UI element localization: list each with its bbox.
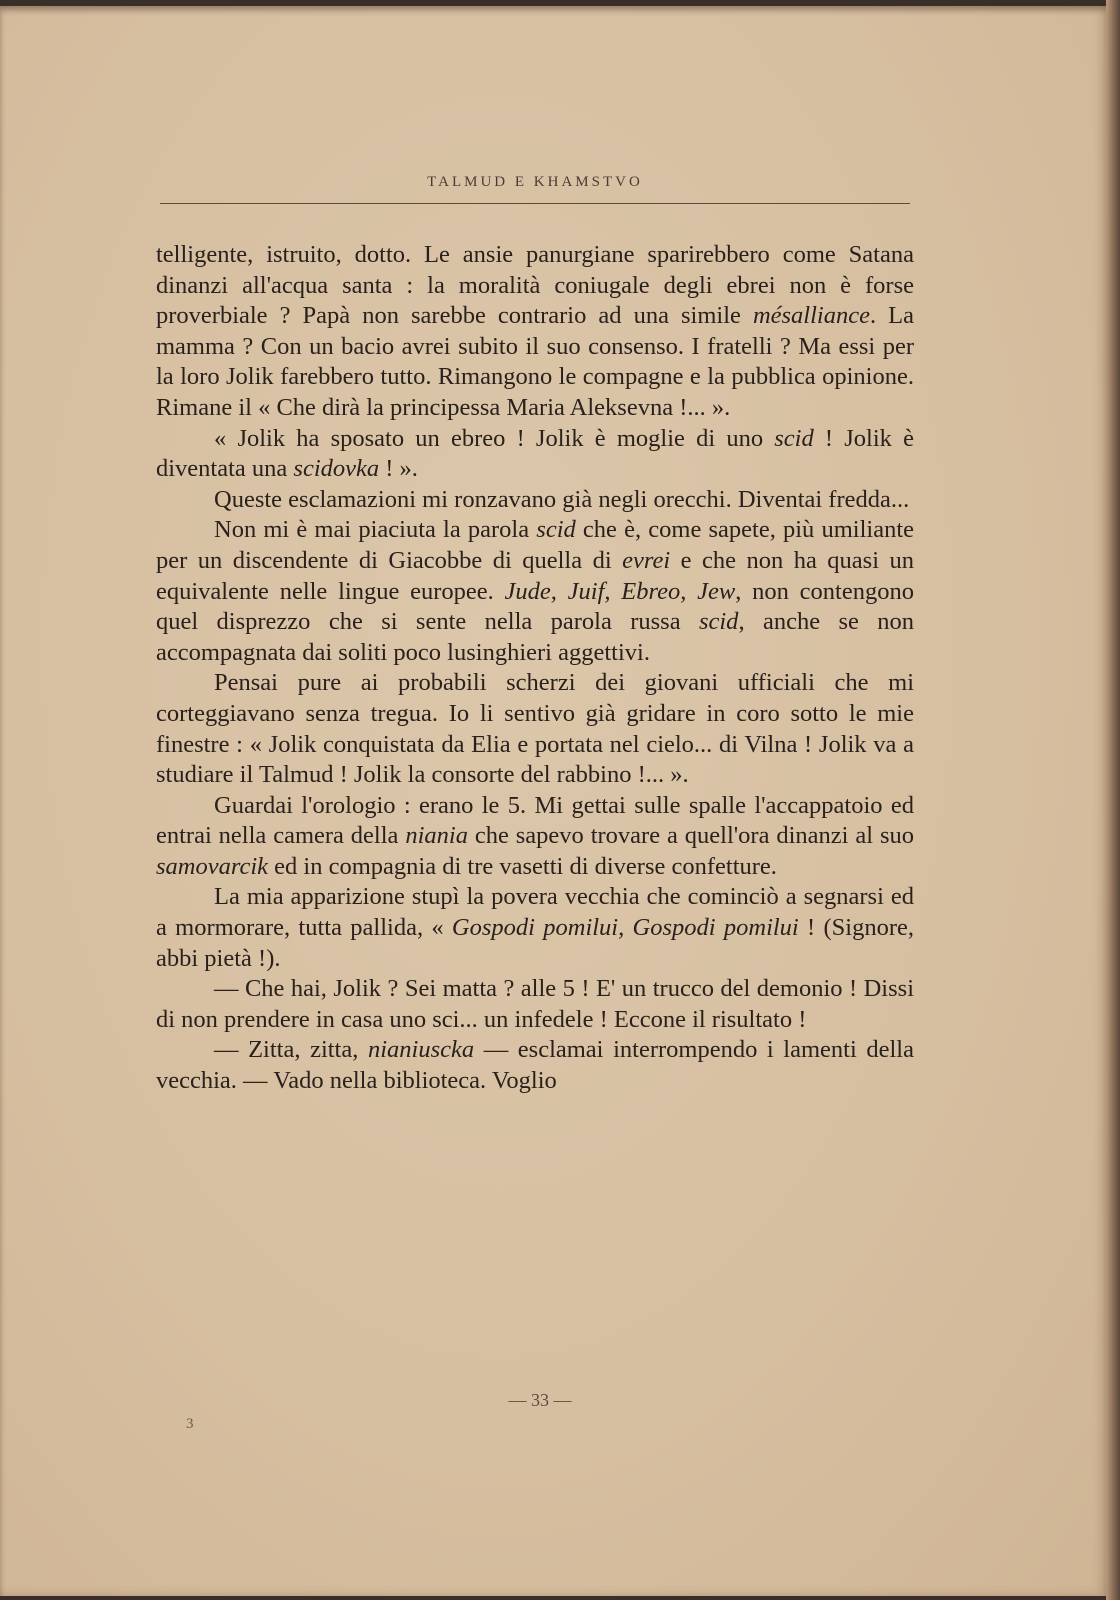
italic-text: Gospodi pomilui, Gospodi pomilui	[451, 914, 799, 942]
text-run: La mia apparizione stupì la povera vecchia che cominciò a segnarsi ed a mormorare, tutta pallida, «	[156, 883, 914, 942]
paragraph	[156, 240, 914, 424]
italic-text: niania	[405, 822, 468, 850]
header-rule	[160, 203, 910, 204]
text-run: e che non ha quasi un equivalente nelle lingue europee.	[156, 546, 914, 605]
text-run: ! ».	[379, 455, 418, 483]
paragraph	[156, 974, 914, 1035]
text-run: . La mamma ? Con un bacio avrei subito il suo consenso. I fratelli ? Ma essi per la loro Jolik farebbero tutto. Rimangono le compagne e la pubblica opinione. Rimane il « Che dirà la principessa Maria Aleksevna !... ».	[156, 302, 915, 421]
paragraph	[156, 424, 914, 485]
running-header: TALMUD E KHAMSTVO	[427, 174, 643, 190]
book-page	[0, 6, 1108, 1596]
paragraph	[156, 668, 914, 790]
italic-text: scid	[536, 516, 576, 544]
paragraph	[156, 515, 914, 668]
page-number: — 33 —	[508, 1390, 572, 1410]
paragraph	[156, 791, 914, 883]
text-run: Guardai l'orologio : erano le 5. Mi gettai sulle spalle l'accappatoio ed entrai nella camera della	[156, 791, 914, 850]
italic-text: scidovka	[293, 455, 380, 483]
text-run: che è, come sapete, più umiliante per un discendente di Giacobbe di quella di	[156, 516, 915, 574]
text-run: Pensai pure ai probabili scherzi dei giovani ufficiali che mi corteggiavano senza tregua. Io li sentivo già gridare in coro sotto le mie finestre : « Jolik conquistata da Elia e portata nel cielo... di Vilna ! Jolik va a studiare il Talmud ! Jolik la consorte del rabbino !... ».	[156, 669, 914, 789]
text-run: ed in compagnia di tre vasetti di diverse confetture.	[268, 852, 777, 880]
italic-text: mésalliance	[752, 302, 870, 330]
text-run: , non contengono quel disprezzo che si sente nella parola russa	[156, 577, 914, 636]
paragraph	[156, 1035, 914, 1096]
text-run: , anche se non accompagnata dai soliti poco lusinghieri aggettivi.	[156, 608, 914, 666]
italic-text: evrei	[622, 546, 671, 574]
text-run: che sapevo trovare a quell'ora dinanzi al suo	[467, 822, 914, 850]
italic-text: scid	[774, 424, 814, 452]
text-run: ! (Signore, abbi pietà !).	[156, 914, 914, 972]
text-run: telligente, istruito, dotto. Le ansie panurgiane sparirebbero come Satana dinanzi all'acqua santa : la moralità coniugale degli ebrei non è forse proverbiale ? Papà non sarebbe contrario ad una simile	[156, 241, 914, 330]
paragraph	[156, 485, 914, 516]
text-run: Queste esclamazioni mi ronzavano già negli orecchi. Diventai fredda...	[214, 485, 910, 513]
text-run: Non mi è mai piaciuta la parola	[214, 516, 537, 544]
text-run: « Jolik ha sposato un ebreo ! Jolik è moglie di uno	[214, 424, 775, 452]
italic-text: scid	[698, 608, 739, 636]
text-run: — esclamai interrompendo i lamenti della vecchia. — Vado nella biblioteca. Voglio	[156, 1036, 914, 1095]
page-edge	[1106, 0, 1120, 1600]
text-run: — Zitta, zitta,	[214, 1036, 368, 1064]
signature-mark: 3	[186, 1416, 194, 1432]
italic-text: nianiuscka	[367, 1036, 475, 1064]
paragraph	[156, 882, 914, 974]
body-text	[156, 240, 914, 1097]
text-run: — Che hai, Jolik ? Sei matta ? alle 5 ! E' un trucco del demonio ! Dissi di non prendere in casa uno sci... un infedele ! Eccone il risultato !	[156, 975, 914, 1033]
italic-text: Jude, Juif, Ebreo, Jew	[504, 577, 736, 605]
italic-text: samovarcik	[156, 852, 269, 880]
text-run: ! Jolik è diventata una	[156, 424, 914, 483]
